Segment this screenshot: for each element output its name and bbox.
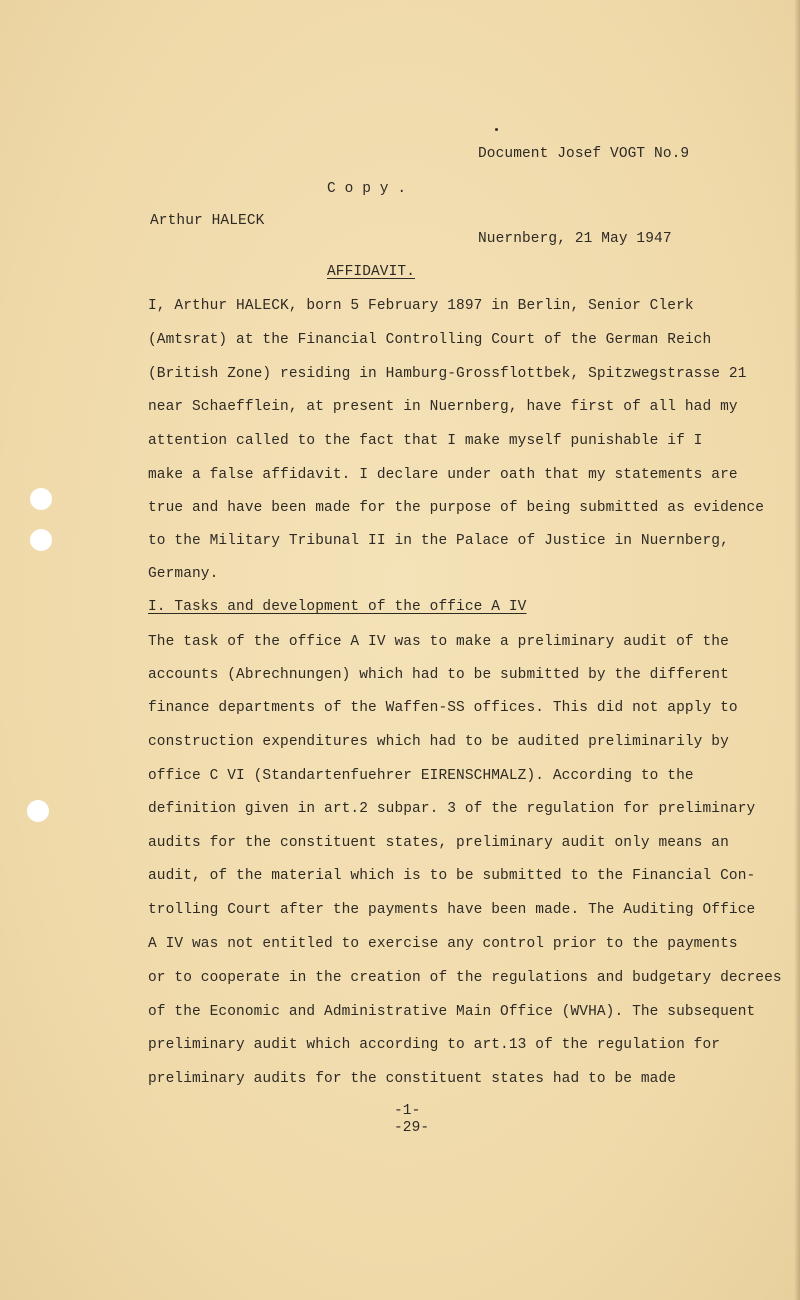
intro-line: near Schaefflein, at present in Nuernberg, have first of all had my — [148, 399, 738, 415]
section-line: preliminary audits for the constituent states had to be made — [148, 1071, 677, 1087]
affidavit-title: AFFIDAVIT. — [327, 264, 416, 280]
document-reference: Document Josef VOGT No.9 — [478, 146, 690, 162]
section-line: definition given in art.2 subpar. 3 of the regulation for preliminary — [148, 801, 756, 817]
section-line: audits for the constituent states, preliminary audit only means an — [148, 835, 729, 851]
place-date: Nuernberg, 21 May 1947 — [478, 231, 672, 247]
section-line: trolling Court after the payments have been made. The Auditing Office — [148, 902, 756, 918]
section-line: finance departments of the Waffen-SS offices. This did not apply to — [148, 700, 738, 716]
section-line: of the Economic and Administrative Main Office (WVHA). The subsequent — [148, 1004, 756, 1020]
punch-hole-2 — [30, 529, 52, 551]
sheet-number: -29- — [394, 1120, 430, 1136]
ink-speck — [495, 128, 498, 131]
section-heading: I. Tasks and development of the office A IV — [148, 599, 527, 615]
intro-line: (Amtsrat) at the Financial Controlling Court of the German Reich — [148, 332, 712, 348]
intro-line: to the Military Tribunal II in the Palace of Justice in Nuernberg, — [148, 533, 729, 549]
intro-line: make a false affidavit. I declare under oath that my statements are — [148, 467, 738, 483]
intro-line: attention called to the fact that I make myself punishable if I — [148, 433, 703, 449]
section-line: preliminary audit which according to art.13 of the regulation for — [148, 1037, 721, 1053]
section-line: The task of the office A IV was to make a preliminary audit of the — [148, 634, 729, 650]
author-name: Arthur HALECK — [150, 213, 265, 229]
copy-label: C o p y . — [327, 181, 407, 197]
intro-line: I, Arthur HALECK, born 5 February 1897 in Berlin, Senior Clerk — [148, 298, 694, 314]
page-edge-shadow — [794, 0, 800, 1300]
section-line: audit, of the material which is to be submitted to the Financial Con- — [148, 868, 756, 884]
intro-line: (British Zone) residing in Hamburg-Grossflottbek, Spitzwegstrasse 21 — [148, 366, 747, 382]
section-line: or to cooperate in the creation of the regulations and budgetary decrees — [148, 970, 782, 986]
section-line: office C VI (Standartenfuehrer EIRENSCHMALZ). According to the — [148, 768, 694, 784]
section-line: A IV was not entitled to exercise any control prior to the payments — [148, 936, 738, 952]
intro-line: Germany. — [148, 566, 219, 582]
punch-hole-3 — [27, 800, 49, 822]
intro-line: true and have been made for the purpose of being submitted as evidence — [148, 500, 765, 516]
page-number: -1- — [394, 1103, 421, 1119]
section-line: accounts (Abrechnungen) which had to be submitted by the different — [148, 667, 729, 683]
section-line: construction expenditures which had to be audited preliminarily by — [148, 734, 729, 750]
punch-hole-1 — [30, 488, 52, 510]
